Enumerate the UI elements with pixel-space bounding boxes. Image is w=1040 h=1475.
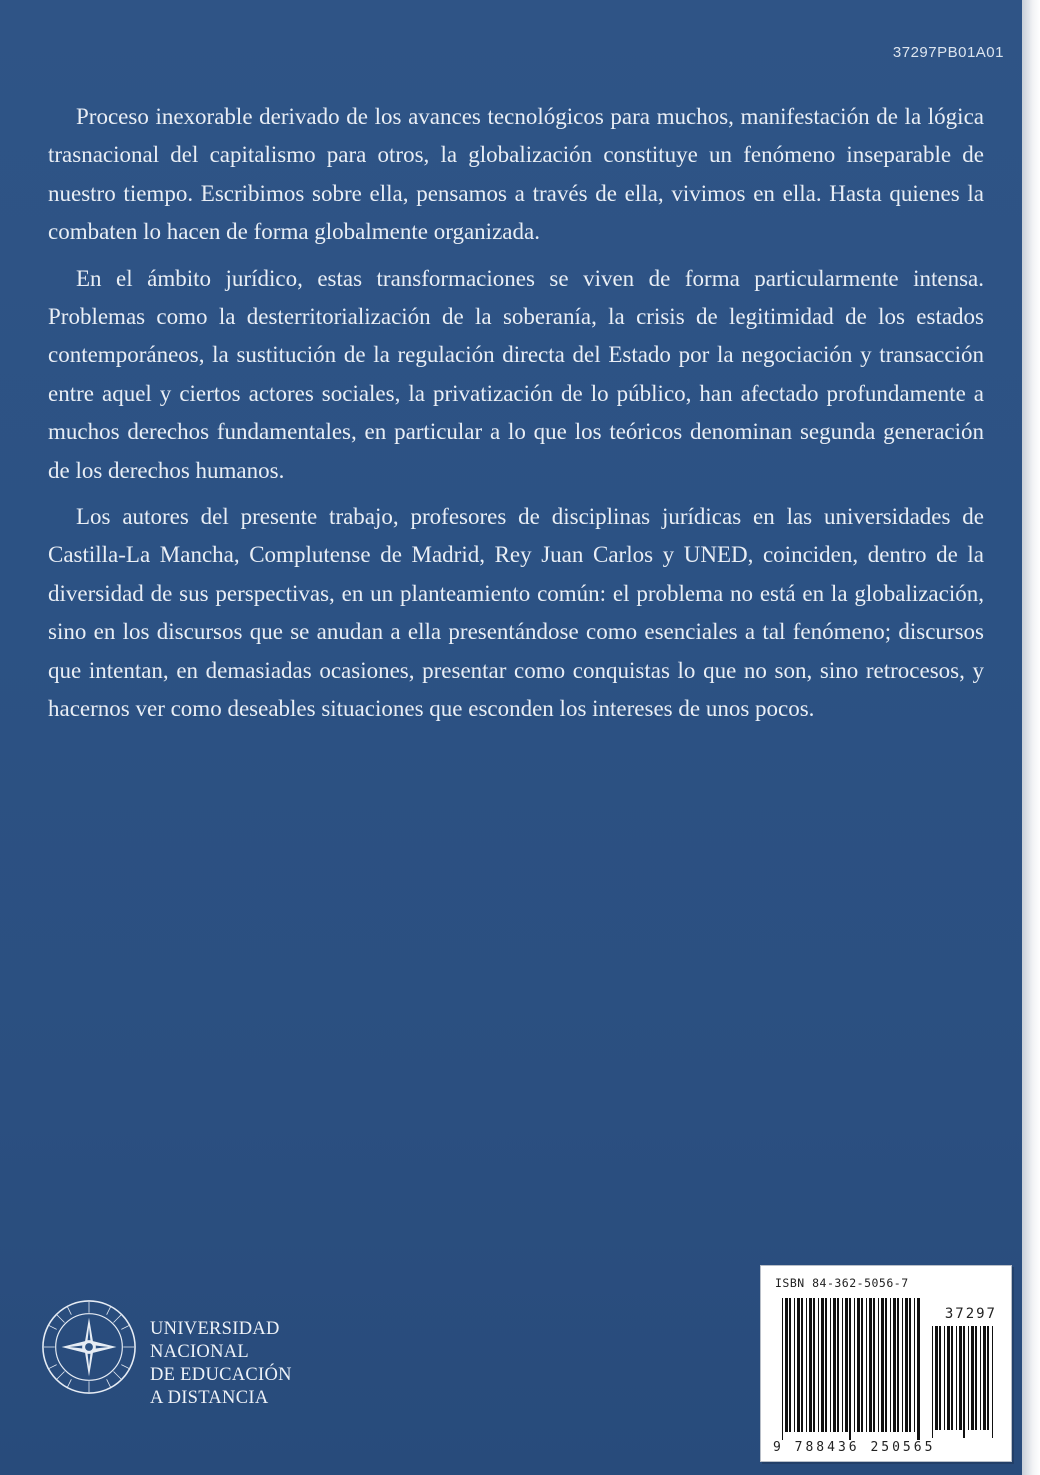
product-code: 37297PB01A01 <box>892 44 1004 61</box>
uned-seal-logo <box>40 1298 138 1396</box>
page-edge <box>1022 0 1040 1475</box>
publisher-line: NACIONAL <box>150 1342 250 1362</box>
isbn-text: ISBN 84-362-5056-7 <box>775 1276 909 1290</box>
blurb-text <box>48 98 984 737</box>
ean-barcode-icon <box>781 1298 921 1440</box>
ean-number: 9 788436 250565 <box>773 1440 936 1455</box>
blurb-paragraph-3: Los autores del presente trabajo, profesores de disciplinas jurídicas en las universidades de Castilla-La Mancha, Complutense de Madrid, Rey Juan Carlos y UNED, coinciden, dentro de la diversidad de sus perspectivas, en un planteamiento común: el problema no está en la globalización, sino en los discursos que se anudan a ella presentándose como esenciales a tal fenómeno; discursos que intentan, en demasiadas ocasiones, presentar como conquistas lo que no son, sino retrocesos, y hacernos ver como deseables situaciones que esconden los intereses de unos pocos. <box>48 504 984 722</box>
publisher-line: UNIVERSIDAD <box>150 1319 280 1339</box>
barcode-label <box>760 1265 1012 1462</box>
publisher-name <box>150 1318 292 1410</box>
addon-barcode-icon <box>931 1326 997 1438</box>
publisher-line: DE EDUCACIÓN <box>150 1365 292 1385</box>
publisher-line: A DISTANCIA <box>150 1388 269 1408</box>
blurb-paragraph-1: Proceso inexorable derivado de los avances tecnológicos para muchos, manifestación de la lógica trasnacional del capitalismo para otros, la globalización constituye un fenómeno inseparable de nuestro tiempo. Escribimos sobre ella, pensamos a través de ella, vivimos en ella. Hasta quienes la combaten lo hacen de forma globalmente organizada. <box>48 104 984 245</box>
barcode-addon-number: 37297 <box>944 1306 997 1322</box>
blurb-paragraph-2: En el ámbito jurídico, estas transformaciones se viven de forma particularmente intensa. Problemas como la desterritorialización de la soberanía, la crisis de legitimidad de los estados contemporáneos, la sustitución de la regulación directa del Estado por la negociación y transacción entre aquel y ciertos actores sociales, la privatización de lo público, han afectado profundamente a muchos derechos fundamentales, en particular a lo que los teóricos denominan segunda generación de los derechos humanos. <box>48 265 984 483</box>
